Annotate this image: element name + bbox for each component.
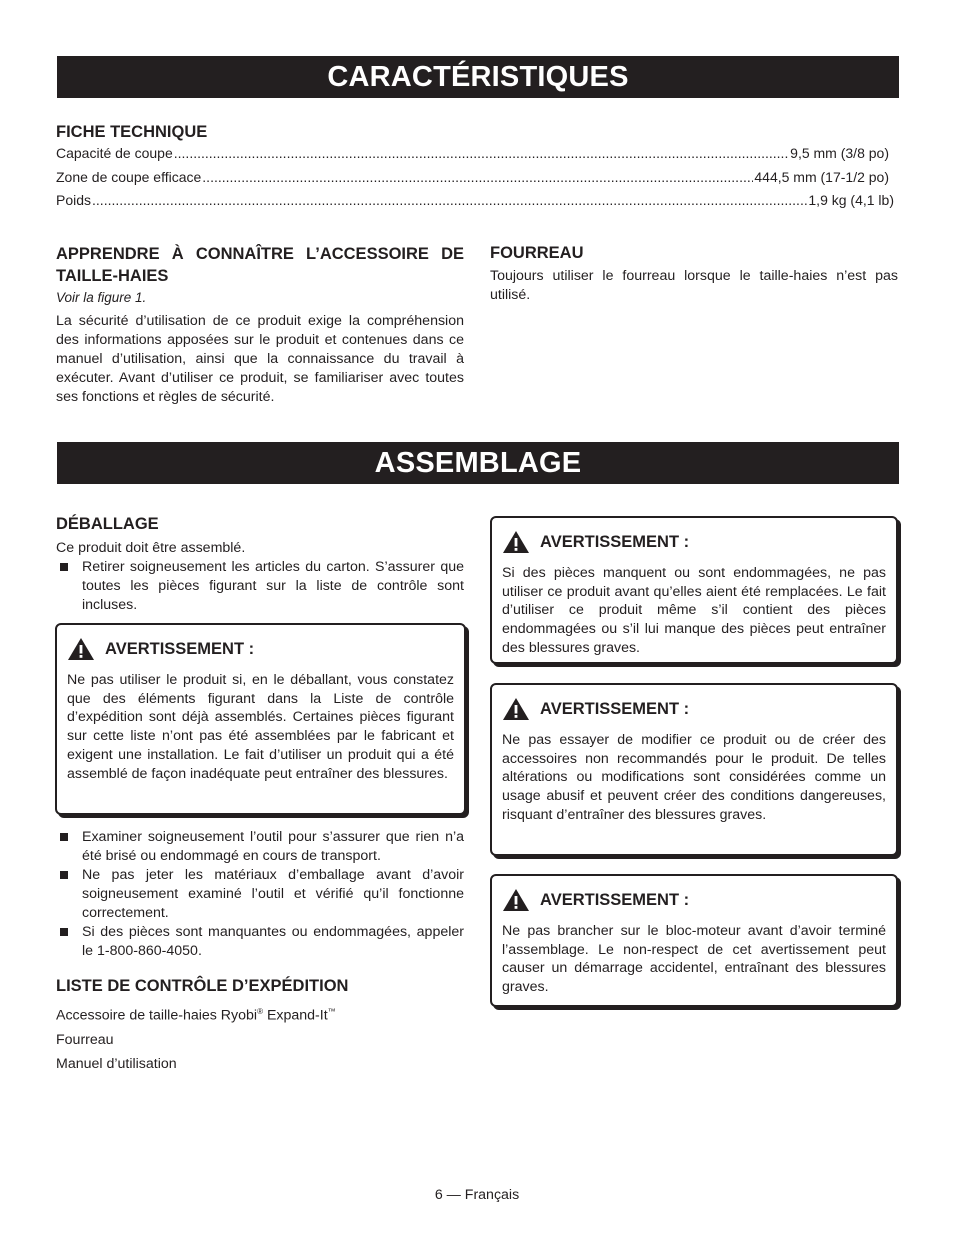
warning-header: [502, 697, 896, 721]
checklist-item: Fourreau: [56, 1031, 114, 1048]
apprendre-heading: APPRENDRE À CONNAÎTRE L’ACCESSOIRE DE TAILLE-HAIES: [56, 245, 464, 285]
warning-header: [67, 637, 464, 661]
list-item-text: Retirer soigneusement les articles du carton. S’assurer que toutes les pièces figurant sur la liste de contrôle sont incluses.: [82, 559, 464, 613]
spec-value: 9,5 mm (3/8 po): [790, 145, 889, 161]
list-item: [56, 828, 464, 866]
deballage-bullets: [56, 828, 464, 961]
list-item-text: Examiner soigneusement l’outil pour s’assurer que rien n’a été brisé ou endommagé en cours de transport.: [82, 829, 464, 864]
list-item: [56, 558, 464, 615]
warning-text: Ne pas brancher sur le bloc-moteur avant d’avoir terminé l’assemblage. Le non-respect de cet avertissement peut causer un démarrage accidentel, entraînant des blessures graves.: [502, 923, 886, 996]
apprendre-section: [56, 243, 464, 407]
section-banner-assemblage: ASSEMBLAGE: [57, 442, 899, 484]
bullet-square-icon: [60, 563, 68, 571]
list-item: [56, 923, 464, 961]
spec-label: Zone de coupe efficace: [56, 168, 202, 185]
liste-controle-heading: LISTE DE CONTRÔLE D’EXPÉDITION: [56, 977, 349, 995]
warning-triangle-icon: [502, 697, 530, 721]
warning-label: AVERTISSEMENT :: [540, 890, 690, 909]
checklist-item-brand: Expand-It: [263, 1007, 328, 1024]
warning-triangle-icon: [502, 888, 530, 912]
section-banner-caracteristiques: CARACTÉRISTIQUES: [57, 56, 899, 98]
fiche-technique-heading: FICHE TECHNIQUE: [56, 123, 208, 141]
deballage-heading: DÉBALLAGE: [56, 515, 159, 533]
bullet-square-icon: [60, 871, 68, 879]
registered-mark: ®: [257, 1007, 263, 1016]
fiche-technique: [56, 122, 898, 216]
warning-box-missing-parts: [490, 516, 898, 664]
spec-row: [56, 169, 894, 193]
warning-box-modifications: [490, 683, 898, 856]
trademark-mark: ™: [327, 1007, 336, 1016]
warning-box-assembled-parts: [55, 623, 466, 815]
bullet-square-icon: [60, 833, 68, 841]
bullet-square-icon: [60, 928, 68, 936]
spec-value: 1,9 kg (4,1 lb): [808, 192, 894, 208]
spec-row: [56, 145, 894, 169]
warning-box-power-head: [490, 874, 898, 1007]
spec-row: [56, 192, 894, 216]
deballage-intro: Ce produit doit être assemblé.: [56, 540, 246, 556]
dot-leader: [92, 192, 807, 208]
spec-value: 444,5 mm (17-1/2 po): [754, 168, 889, 185]
warning-text: Ne pas essayer de modifier ce produit ou de créer des accessoires non recommandés pour le produit. De telles altérations ou modifications sont considérées comme un usage abusif et peuvent créer des conditions dangereuses, risquant d’entraîner des blessures graves.: [502, 732, 886, 823]
figure-reference: Voir la figure 1.: [56, 290, 147, 305]
checklist-item: Manuel d’utilisation: [56, 1055, 177, 1072]
warning-header: [502, 888, 896, 912]
spec-label: Poids: [56, 192, 92, 208]
warning-header: [502, 530, 896, 554]
warning-label: AVERTISSEMENT :: [540, 699, 690, 718]
fourreau-section: [490, 243, 898, 305]
warning-label: AVERTISSEMENT :: [540, 532, 690, 551]
spec-label: Capacité de coupe: [56, 145, 173, 161]
page-footer: 6 — Français: [434, 1187, 520, 1203]
list-item-text: Ne pas jeter les matériaux d’emballage avant d’avoir soigneusement examiné l’outil et vérifié qu’il fonctionne correctement.: [82, 867, 464, 921]
checklist-item: [56, 1002, 464, 1026]
apprendre-body: La sécurité d’utilisation de ce produit exige la compréhension des informations apposées sur le produit et contenues dans ce manuel d’utilisation, ainsi que la connaissance du travail à exécuter. Avant d’utiliser ce produit, se familiariser avec toutes ses fonctions et règles de sécurité.: [56, 313, 464, 405]
warning-label: AVERTISSEMENT :: [105, 639, 255, 658]
warning-text: Ne pas utiliser le produit si, en le déballant, vous constatez que des éléments figurant dans la Liste de contrôle d’expédition sont déjà assemblés. Certaines pièces figurant sur cette liste n’ont pas été assemblées par le fabricant et exigent une installation. Le fait d’utiliser un produit qui a été assemblé de façon inadéquate peut entraîner des blessures.: [67, 672, 454, 782]
warning-text: Si des pièces manquent ou sont endommagées, ne pas utiliser ce produit avant qu’elles aient été remplacées. Le fait d’utiliser ce produit même s’il contient des pièces endommagées ou s’il lui manque des pièces peut entraîner des blessures graves.: [502, 565, 886, 656]
liste-controle-section: [56, 976, 464, 1074]
list-item-text: Si des pièces sont manquantes ou endommagées, appeler le 1-800-860-4050.: [82, 924, 464, 959]
warning-triangle-icon: [502, 530, 530, 554]
list-item: [56, 866, 464, 923]
checklist-item-text: Accessoire de taille-haies Ryobi: [56, 1007, 258, 1024]
deballage-section: [56, 514, 464, 615]
fourreau-body: Toujours utiliser le fourreau lorsque le taille-haies n’est pas utilisé.: [490, 268, 898, 303]
fourreau-heading: FOURREAU: [490, 244, 584, 262]
dot-leader: [202, 169, 753, 185]
dot-leader: [174, 145, 789, 161]
warning-triangle-icon: [67, 637, 95, 661]
